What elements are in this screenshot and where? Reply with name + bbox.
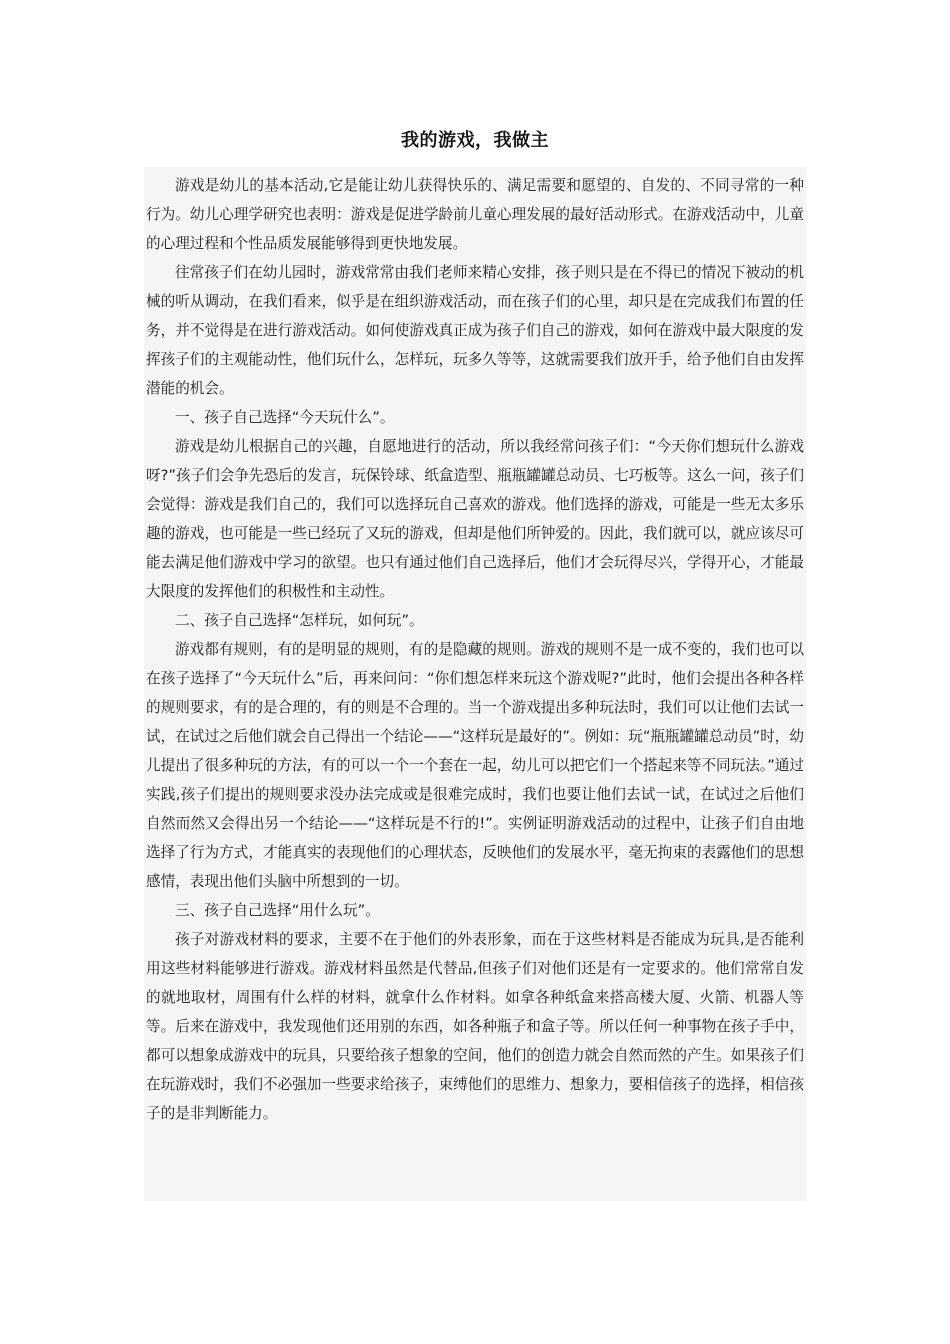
paragraph-background: 往常孩子们在幼儿园时，游戏常常由我们老师来精心安排，孩子则只是在不得已的情况下被动的机械的听从调动，在我们看来，似乎是在组织游戏活动，而在孩子们的心里，却只是在完成我们布置的任务，并不觉得是在进行游戏活动。如何使游戏真正成为孩子们自己的游戏，如何在游戏中最大限度的发挥孩子们的主观能动性，他们玩什么，怎样玩，玩多久等等，这就需要我们放开手，给予他们自由发挥潜能的机会。 (146, 264, 804, 397)
section-heading-3: 三、孩子自己选择“用什么玩”。 (175, 902, 380, 919)
paragraph-section-2: 游戏都有规则，有的是明显的规则，有的是隐藏的规则。游戏的规则不是一成不变的，我们也可以在孩子选择了“今天玩什么”后，再来问问：“你们想怎样来玩这个游戏呢?”此时，他们会提出各种各样的规则要求，有的是合理的，有的则是不合理的。当一个游戏提出多种玩法时，我们可以让他们去试一试，在试过之后他们就会自己得出一个结论——“这样玩是最好的”。例如：玩“瓶瓶罐罐总动员”时，幼儿提出了很多种玩的方法，有的可以一个一个套在一起，幼儿可以把它们一个搭起来等不同玩法。”通过实践,孩子们提出的规则要求没办法完成或是很难完成时，我们也要让他们去试一试，在试过之后他们自然而然又会得出另一个结论——“这样玩是不行的!”。实例证明游戏活动的过程中，让孩子们自由地选择了行为方式，才能真实的表现他们的心理状态，反映他们的发展水平，毫无拘束的表露他们的思想感情，表现出他们头脑中所想到的一切。 (146, 641, 804, 890)
section-heading-2: 二、孩子自己选择“怎样玩，如何玩”。 (175, 612, 424, 629)
paragraph-section-1: 游戏是幼儿根据自己的兴趣，自愿地进行的活动，所以我经常问孩子们：“今天你们想玩什么游戏呀?”孩子们会争先恐后的发言，玩保铃球、纸盒造型、瓶瓶罐罐总动员、七巧板等。这么一问，孩子们会觉得：游戏是我们自己的，我们可以选择玩自己喜欢的游戏。他们选择的游戏，可能是一些无太多乐趣的游戏，也可能是一些已经玩了又玩的游戏，但却是他们所钟爱的。因此，我们就可以，就应该尽可能去满足他们游戏中学习的欲望。也只有通过他们自己选择后，他们才会玩得尽兴，学得开心，才能最大限度的发挥他们的积极性和主动性。 (146, 438, 804, 600)
paragraph-section-3: 孩子对游戏材料的要求，主要不在于他们的外表形象，而在于这些材料是否能成为玩具,是否能利用这些材料能够进行游戏。游戏材料虽然是代替品,但孩子们对他们还是有一定要求的。他们常常自发的就地取材，周围有什么样的材料，就拿什么作材料。如拿各种纸盒来搭高楼大厦、火箭、机器人等等。后来在游戏中，我发现他们还用别的东西，如各种瓶子和盒子等。所以任何一种事物在孩子手中，都可以想象成游戏中的玩具，只要给孩子想象的空间，他们的创造力就会自然而然的产生。如果孩子们在玩游戏时，我们不必强加一些要求给孩子，束缚他们的思维力、想象力，要相信孩子的选择，相信孩子的是非判断能力。 (146, 931, 804, 1122)
article-body (144, 167, 806, 1201)
page-title: 我的游戏，我做主 (401, 130, 549, 151)
paragraph-intro: 游戏是幼儿的基本活动,它是能让幼儿获得快乐的、满足需要和愿望的、自发的、不同寻常的一种行为。幼儿心理学研究也表明：游戏是促进学龄前儿童心理发展的最好活动形式。在游戏活动中，儿童的心理过程和个性品质发展能够得到更快地发展。 (146, 177, 804, 252)
section-heading-1: 一、孩子自己选择“今天玩什么”。 (175, 409, 395, 426)
